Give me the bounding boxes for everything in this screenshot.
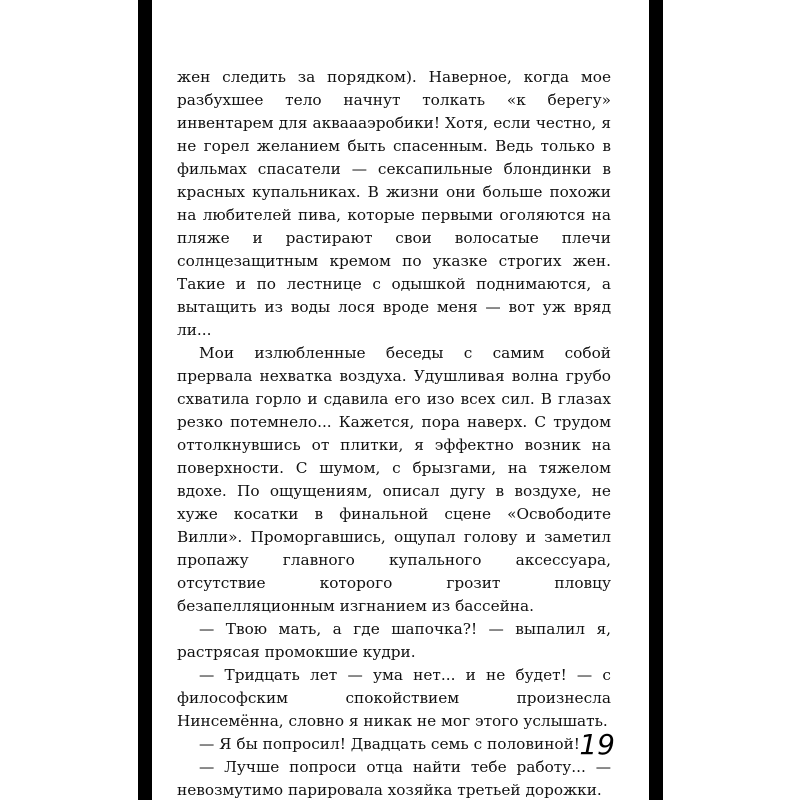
left-frame-border [138,0,152,800]
paragraph-4: — Тридцать лет — ума нет... и не будет! — с философским спокойствием произнесла Нинсемённа, словно я никак не мог этого услышать. [177,666,611,730]
paragraph-1: жен следить за порядком). Наверное, когда мое разбухшее тело начнут толкать «к берегу» инвентарем для акваааэробики! Хотя, если честно, я не горел желанием быть спасенным. Ведь только в фильмах спасатели — сексапильные блондинки в красных купальниках. В жизни они больше похожи на любителей пива, которые первыми оголяются на пляже и растирают свои волосатые плечи солнцезащитным кремом по указке строгих жен. Такие и по лестнице с одышкой поднимаются, а вытащить из воды лося вроде меня — вот уж вряд ли... [177,68,611,339]
paragraph-6: — Лучше попроси отца найти тебе работу... — невозмутимо парировала хозяйка третьей дорожки. [177,758,611,799]
page-number: 19 [579,728,615,761]
paragraph-5: — Я бы попросил! Двадцать семь с половиной! [199,735,580,753]
paragraph-2: Мои излюбленные беседы с самим собой прервала нехватка воздуха. Удушливая волна грубо схватила горло и сдавила его изо всех сил. В глазах резко потемнело... Кажется, пора наверх. С трудом оттолкнувшись от плитки, я эффектно возник на поверхности. С шумом, с брызгами, на тяжелом вдохе. По ощущениям, описал дугу в воздухе, не хуже косатки в финальной сцене «Освободите Вилли». Проморгавшись, ощупал голову и заметил пропажу главного купального аксессуара, отсутствие которого грозит пловцу безапелляционным изгнанием из бассейна. [177,344,611,615]
paragraph-3: — Твою мать, а где шапочка?! — выпалил я, растрясая промокшие кудри. [177,620,611,661]
right-frame-border [649,0,663,800]
page-body-text [177,66,611,802]
